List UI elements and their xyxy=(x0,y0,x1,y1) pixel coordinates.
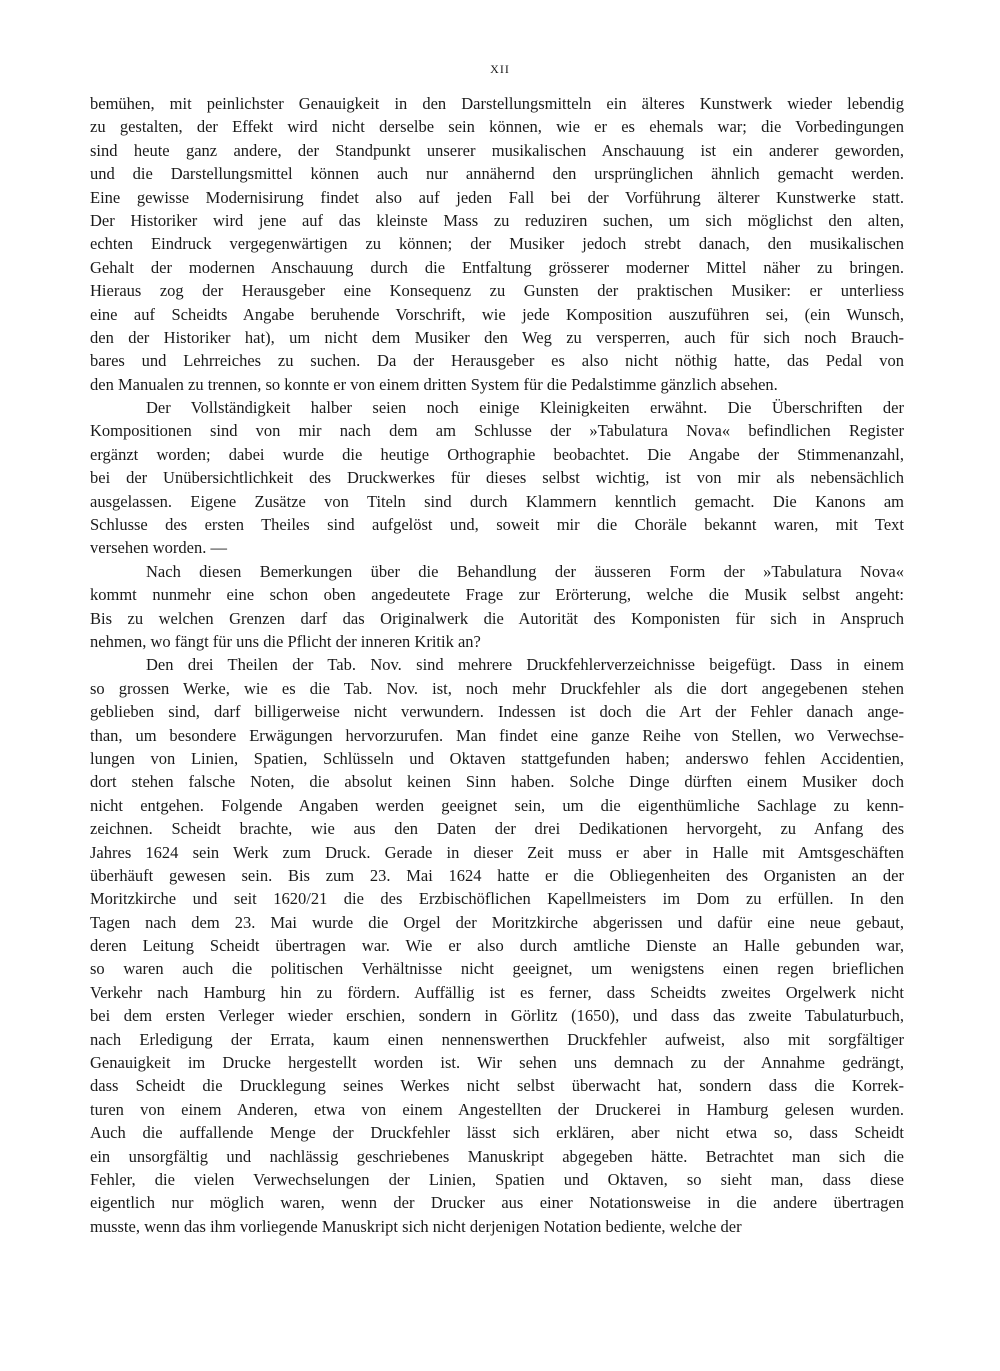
text-line: bei dem ersten Verleger wieder erschien, sondern in Görlitz (1650), und dass das zweite Tabulaturbuch, xyxy=(90,1006,904,1026)
text-line: Schlusse des ersten Theiles sind aufgelöst und, soweit mir die Choräle bekannt waren, mit Text xyxy=(90,515,904,535)
text-line: kommt nunmehr eine schon oben angedeutete Frage zur Erörterung, welche die Musik selbst angeht: xyxy=(90,585,904,605)
text-line: ausgelassen. Eigene Zusätze von Titeln sind durch Klammern kenntlich gemacht. Die Kanons am xyxy=(90,491,904,511)
text-line: Eine gewisse Modernisirung findet also auf jeden Fall bei der Vorführung älterer Kunstwerke statt. xyxy=(90,187,904,207)
text-line: Kompositionen sind von mir nach dem am Schlusse der »Tabulatura Nova« befindlichen Register xyxy=(90,421,904,441)
text-line: zu gestalten, der Effekt wird nicht derselbe sein können, wie er es ehemals war; die Vorbedingungen xyxy=(90,117,904,137)
paragraph xyxy=(90,396,904,560)
text-line: und die Darstellungsmittel können auch nur annähernd den ursprünglichen ähnlich gemacht werden. xyxy=(90,164,904,184)
text-line: versehen worden. — xyxy=(90,538,227,558)
text-line: den Manualen zu trennen, so konnte er von einem dritten System für die Pedalstimme gänzlich absehen. xyxy=(90,374,778,394)
paragraph xyxy=(90,560,904,654)
text-line: Nach diesen Bemerkungen über die Behandlung der äusseren Form der »Tabulatura Nova« xyxy=(146,561,904,581)
text-line: Jahres 1624 sein Werk zum Druck. Gerade in dieser Zeit muss er aber in Halle mit Amtsgeschäften xyxy=(90,842,904,862)
text-line: musste, wenn das ihm vorliegende Manuskript sich nicht derjenigen Notation bediente, welche der xyxy=(90,1216,742,1236)
text-line: nehmen, wo fängt für uns die Pflicht der inneren Kritik an? xyxy=(90,631,481,651)
body-text xyxy=(90,92,904,1238)
text-line: turen von einem Anderen, etwa von einem Angestellten der Druckerei in Hamburg gelesen wurden. xyxy=(90,1099,904,1119)
text-line: Verkehr nach Hamburg hin zu fördern. Auffällig ist es ferner, dass Scheidts zweites Orgelwerk nicht xyxy=(90,982,904,1002)
text-line: echten Eindruck vergegenwärtigen zu können; der Musiker jedoch strebt danach, den musikalischen xyxy=(90,234,904,254)
text-line: sind heute ganz andere, der Standpunkt unserer musikalischen Anschauung ist ein anderer geworden, xyxy=(90,140,904,160)
text-line: Der Vollständigkeit halber seien noch einige Kleinigkeiten erwähnt. Die Überschriften der xyxy=(146,398,904,418)
paragraph xyxy=(90,653,904,1238)
text-line: geblieben sind, darf billigerweise nicht verwundern. Indessen ist doch die Art der Fehler danach ange- xyxy=(90,702,904,722)
text-line: den der Historiker hat), um nicht dem Musiker den Weg zu versperren, auch für sich noch Brauch- xyxy=(90,327,904,347)
paragraph xyxy=(90,92,904,396)
text-line: Den drei Theilen der Tab. Nov. sind mehrere Druckfehlerverzeichnisse beigefügt. Dass in einem xyxy=(146,655,904,675)
text-line: eigentlich nur möglich waren, wenn der Drucker aus einer Notationsweise in die andere übertragen xyxy=(90,1193,904,1213)
page-number: XII xyxy=(490,62,510,76)
text-line: ergänzt worden; dabei wurde die heutige Orthographie beobachtet. Die Angabe der Stimmenanzahl, xyxy=(90,444,904,464)
text-line: than, um besondere Erwägungen hervorzurufen. Man findet eine ganze Reihe von Stellen, wo Verwechse- xyxy=(90,725,904,745)
text-line: Fehler, die vielen Verwechselungen der Linien, Spatien und Oktaven, so sieht man, dass diese xyxy=(90,1169,904,1189)
text-line: Gehalt der modernen Anschauung durch die Entfaltung grösserer moderner Mittel näher zu bringen. xyxy=(90,257,904,277)
text-line: Tagen nach dem 23. Mai wurde die Orgel der Moritzkirche abgerissen und dafür eine neue gebaut, xyxy=(90,912,904,932)
text-line: eine auf Scheidts Angabe beruhende Vorschrift, wie jede Komposition auszuführen sei, (ein Wunsch, xyxy=(90,304,904,324)
text-line: so waren auch die politischen Verhältnisse nicht geeignet, um wenigstens einen regen brieflichen xyxy=(90,959,904,979)
text-line: Genauigkeit im Drucke hergestellt worden ist. Wir sehen uns demnach zu der Annahme gedrängt, xyxy=(90,1053,904,1073)
text-line: bei der Unübersichtlichkeit des Druckwerkes für dieses selbst wichtig, ist von mir als nebensächlich xyxy=(90,468,904,488)
text-line: dort stehen falsche Noten, die absolut keinen Sinn haben. Solche Dinge dürften einem Musiker doch xyxy=(90,772,904,792)
text-line: lungen von Linien, Spatien, Schlüsseln und Oktaven stattgefunden haben; anderswo fehlen Accidentien, xyxy=(90,748,904,768)
text-line: bemühen, mit peinlichster Genauigkeit in den Darstellungsmitteln ein älteres Kunstwerk wieder lebendig xyxy=(90,94,904,113)
text-line: so grossen Werke, wie es die Tab. Nov. ist, noch mehr Druckfehler als die dort angegebenen stehen xyxy=(90,678,904,698)
text-line: Auch die auffallende Menge der Druckfehler lässt sich erklären, aber nicht etwa so, dass Scheidt xyxy=(90,1123,904,1143)
text-line: Bis zu welchen Grenzen darf das Originalwerk die Autorität des Komponisten für sich in Anspruch xyxy=(90,608,904,628)
text-line: dass Scheidt die Drucklegung seines Werkes nicht selbst überwacht hat, sondern dass die Korrek- xyxy=(90,1076,904,1096)
text-line: bares und Lehrreiches zu suchen. Da der Herausgeber es also nicht nöthig hatte, das Pedal von xyxy=(90,351,904,371)
text-line: Hieraus zog der Herausgeber eine Konsequenz zu Gunsten der praktischen Musiker: er unterliess xyxy=(90,281,904,301)
text-line: ein unsorgfältig und nachlässig geschriebenes Manuskript abgegeben hätte. Betrachtet man sich die xyxy=(90,1146,904,1166)
text-line: überhäuft gewesen sein. Bis zum 23. Mai 1624 hatte er die Obliegenheiten des Organisten an der xyxy=(90,865,904,885)
text-line: nicht entgehen. Folgende Angaben werden geeignet sein, um die eigenthümliche Sachlage zu kenn- xyxy=(90,795,904,815)
text-line: deren Leitung Scheidt übertragen war. Wie er also durch amtliche Dienste an Halle gebunden war, xyxy=(90,936,904,956)
text-line: nach Erledigung der Errata, kaum einen nennenswerthen Druckfehler aufweist, also mit sorgfältiger xyxy=(90,1029,904,1049)
text-line: Der Historiker wird jene auf das kleinste Mass zu reduziren suchen, um sich möglichst den alten, xyxy=(90,210,904,230)
text-line: zeichnen. Scheidt brachte, wie aus den Daten der drei Dedikationen hervorgeht, zu Anfang des xyxy=(90,819,904,839)
text-line: Moritzkirche und seit 1620/21 die des Erzbischöflichen Kapellmeisters im Dom zu erfüllen. In den xyxy=(90,889,904,909)
